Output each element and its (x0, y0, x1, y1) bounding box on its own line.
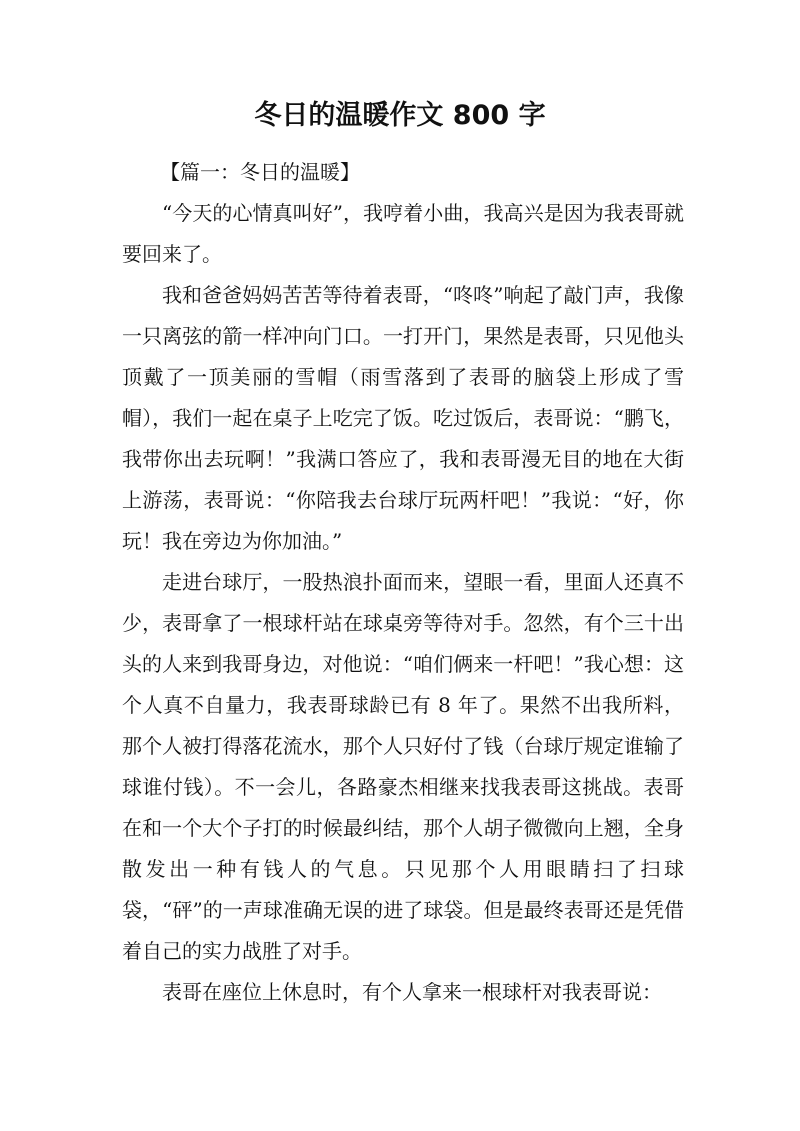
paragraph: 表哥在座位上休息时，有个人拿来一根球杆对我表哥说： (162, 980, 662, 1004)
paragraph: “今天的心情真叫好”，我哼着小曲，我高兴是因为我表哥就要回来了。 (122, 201, 684, 266)
paragraph: 走进台球厅，一股热浪扑面而来，望眼一看，里面人还真不少，表哥拿了一根球杆站在球桌旁等待对手。忽然，有个三十出头的人来到我哥身边，对他说：“咱们俩来一杆吧！”我心想：这个人真不自量力，我表哥球龄已有 8 年了。果然不出我所料，那个人被打得落花流水，那个人只好付了钱（台球厅规定谁输了球谁付钱）。不一会儿，各路豪杰相继来找我表哥这挑战。表哥在和一个大个子打的时候最纠结，那个人胡子微微向上翘，全身散发出一种有钱人的气息。只见那个人用眼睛扫了扫球袋，“砰”的一声球准确无误的进了球袋。但是最终表哥还是凭借着自己的实力战胜了对手。 (122, 570, 684, 963)
essay-body (122, 152, 684, 1013)
page-title: 冬日的温暖作文 800 字 (254, 100, 546, 131)
paragraph: 我和爸爸妈妈苦苦等待着表哥，“咚咚”响起了敲门声，我像一只离弦的箭一样冲向门口。一打开门，果然是表哥，只见他头顶戴了一顶美丽的雪帽（雨雪落到了表哥的脑袋上形成了雪帽），我们一起在桌子上吃完了饭。吃过饭后，表哥说：“鹏飞，我带你出去玩啊！”我满口答应了，我和表哥漫无目的地在大街上游荡，表哥说：“你陪我去台球厅玩两杆吧！”我说：“好，你玩！我在旁边为你加油。” (122, 283, 684, 553)
section-heading: 【篇一：冬日的温暖】 (160, 160, 360, 184)
